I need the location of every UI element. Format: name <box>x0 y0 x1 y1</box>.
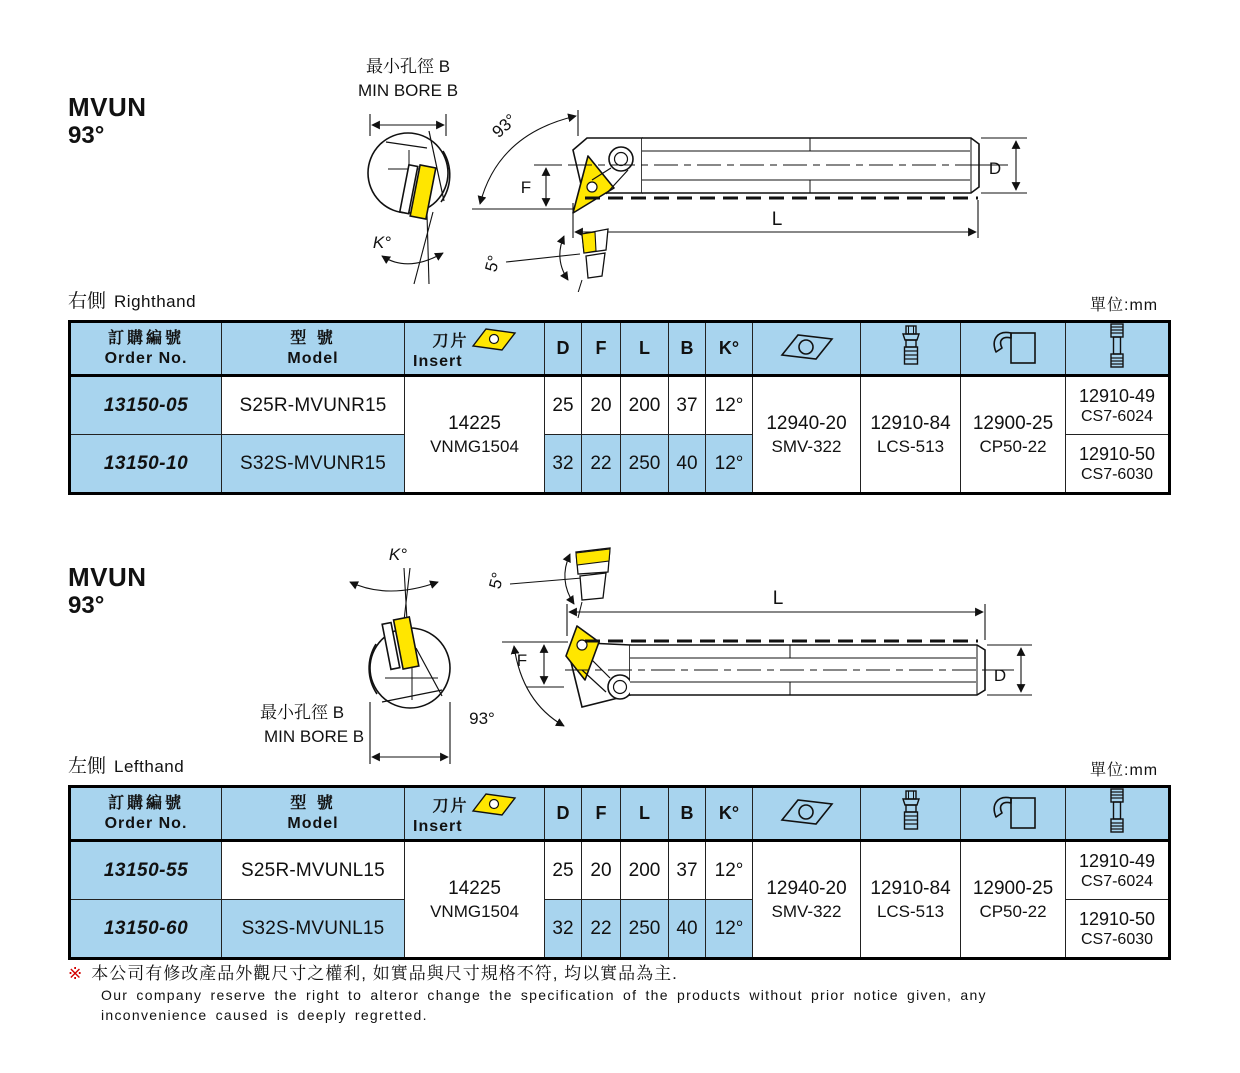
stud-spec: 12910-49 CS7-6024 <box>1066 841 1170 900</box>
main-angle-label: 93° <box>469 709 495 728</box>
dim-d-label: D <box>988 159 1002 178</box>
col-header-k: K° <box>706 787 753 841</box>
lefthand-label: 左側 Lefthand <box>68 756 185 777</box>
k-angle-label: K° <box>372 233 392 252</box>
col-header-f: F <box>582 787 621 841</box>
dim-b: 40 <box>669 900 706 959</box>
clamp-icon <box>987 326 1039 366</box>
screw-spec: 12910-84 LCS-513 <box>861 841 961 959</box>
dim-d: 25 <box>545 841 582 900</box>
series-angle: 93° <box>68 592 105 619</box>
dim-d: 32 <box>545 900 582 959</box>
col-header-spare-insert <box>753 322 861 376</box>
righthand-spec-table <box>68 320 1171 495</box>
col-header-screw <box>861 787 961 841</box>
dim-f-label: F <box>516 651 528 670</box>
min-bore-label-zh: 最小孔徑 B <box>260 703 345 722</box>
dim-b: 37 <box>669 841 706 900</box>
col-header-screw <box>861 322 961 376</box>
col-header-d: D <box>545 322 582 376</box>
col-header-b: B <box>669 322 706 376</box>
col-header-order: 訂購編號 Order No. <box>70 787 222 841</box>
dim-b: 37 <box>669 376 706 435</box>
footnote-en-line1: Our company reserve the right to alteror change the specification of the products without prior notice given, any <box>101 987 987 1003</box>
section2-title <box>68 562 147 620</box>
col-header-k: K° <box>706 322 753 376</box>
col-header-l: L <box>621 787 669 841</box>
col-header-d: D <box>545 787 582 841</box>
series-name: MVUN <box>68 92 147 122</box>
model: S32S-MVUNL15 <box>222 900 405 959</box>
col-header-stud <box>1066 787 1170 841</box>
col-header-model: 型 號 Model <box>222 787 405 841</box>
dim-f: 20 <box>582 376 621 435</box>
footer-note <box>68 963 1178 1025</box>
dim-d: 25 <box>545 376 582 435</box>
dim-l-label: L <box>771 209 783 230</box>
col-header-b: B <box>669 787 706 841</box>
unit-label: 單位:mm <box>1090 762 1159 779</box>
dim-d: 32 <box>545 435 582 494</box>
dim-f: 22 <box>582 435 621 494</box>
col-header-model: 型 號 Model <box>222 322 405 376</box>
dim-k: 12° <box>706 900 753 959</box>
col-header-clamp <box>961 787 1066 841</box>
col-header-f: F <box>582 322 621 376</box>
footnote-zh: 本公司有修改產品外觀尺寸之權利, 如實品與尺寸規格不符, 均以實品為主. <box>91 964 678 983</box>
model: S32S-MVUNR15 <box>222 435 405 494</box>
stud-spec: 12910-50 CS7-6030 <box>1066 900 1170 959</box>
dim-k: 12° <box>706 435 753 494</box>
insert-spec: 14225 VNMG1504 <box>405 841 545 959</box>
dim-l: 200 <box>621 841 669 900</box>
dim-b: 40 <box>669 435 706 494</box>
unit-label: 單位:mm <box>1090 297 1159 314</box>
table-row <box>70 376 1170 435</box>
dim-k: 12° <box>706 376 753 435</box>
footnote-marker: ※ <box>68 964 84 983</box>
clamp-screw-icon <box>899 790 923 832</box>
series-name: MVUN <box>68 562 147 592</box>
righthand-label: 右側 Righthand <box>68 291 197 312</box>
relief-angle-label: 5° <box>481 253 504 274</box>
main-angle-label: 93° <box>488 110 521 142</box>
spare-insert-spec: 12940-20 SMV-322 <box>753 376 861 494</box>
insert-spec: 14225 VNMG1504 <box>405 376 545 494</box>
table-row <box>70 841 1170 900</box>
k-angle-label: K° <box>388 545 408 564</box>
col-header-insert: 刀片 Insert <box>405 322 545 376</box>
col-header-clamp <box>961 322 1066 376</box>
footnote-en-line2: inconvenience caused is deeply regretted. <box>101 1007 428 1023</box>
col-header-insert: 刀片 Insert <box>405 787 545 841</box>
stud-spec: 12910-50 CS7-6030 <box>1066 435 1170 494</box>
series-angle: 93° <box>68 122 105 149</box>
stud-icon <box>1107 788 1127 834</box>
righthand-drawing <box>330 52 1050 292</box>
min-bore-label-en: MIN BORE B <box>357 81 459 100</box>
screw-spec: 12910-84 LCS-513 <box>861 376 961 494</box>
model: S25R-MVUNL15 <box>222 841 405 900</box>
model: S25R-MVUNR15 <box>222 376 405 435</box>
order-no: 13150-10 <box>70 435 222 494</box>
order-no: 13150-05 <box>70 376 222 435</box>
insert-icon <box>471 326 517 352</box>
lefthand-spec-table <box>68 785 1171 960</box>
clamp-spec: 12900-25 CP50-22 <box>961 376 1066 494</box>
col-header-order: 訂購編號 Order No. <box>70 322 222 376</box>
relief-angle-label: 5° <box>485 570 508 591</box>
lefthand-drawing <box>230 540 1050 790</box>
dim-f-label: F <box>520 178 532 197</box>
order-no: 13150-60 <box>70 900 222 959</box>
clamp-spec: 12900-25 CP50-22 <box>961 841 1066 959</box>
spare-insert-icon <box>777 330 837 362</box>
clamp-screw-icon <box>899 325 923 367</box>
col-header-l: L <box>621 322 669 376</box>
stud-spec: 12910-49 CS7-6024 <box>1066 376 1170 435</box>
col-header-spare-insert <box>753 787 861 841</box>
dim-k: 12° <box>706 841 753 900</box>
dim-d-label: D <box>993 666 1007 685</box>
dim-l: 200 <box>621 376 669 435</box>
dim-l: 250 <box>621 900 669 959</box>
spare-insert-spec: 12940-20 SMV-322 <box>753 841 861 959</box>
clamp-icon <box>987 791 1039 831</box>
stud-icon <box>1107 323 1127 369</box>
dim-f: 22 <box>582 900 621 959</box>
insert-icon <box>471 791 517 817</box>
col-header-stud <box>1066 322 1170 376</box>
spare-insert-icon <box>777 795 837 827</box>
dim-l: 250 <box>621 435 669 494</box>
dim-f: 20 <box>582 841 621 900</box>
min-bore-label-en: MIN BORE B <box>264 727 365 746</box>
order-no: 13150-55 <box>70 841 222 900</box>
min-bore-label-zh: 最小孔徑 B <box>365 57 451 76</box>
section1-title <box>68 92 147 150</box>
dim-l-label: L <box>772 588 784 609</box>
